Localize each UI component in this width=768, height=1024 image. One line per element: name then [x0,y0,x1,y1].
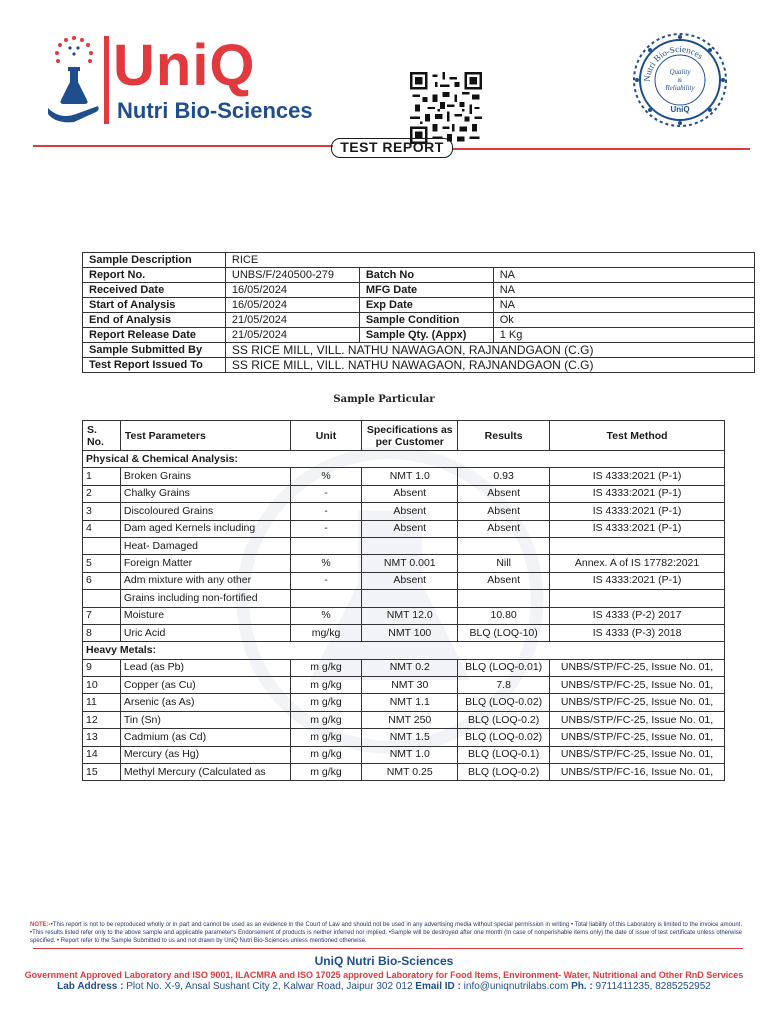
row-spec: NMT 0.001 [362,555,458,572]
info-label: Report Release Date [83,328,226,343]
row-parameter: Tin (Sn) [120,711,290,728]
group-title-metals: Heavy Metals: [83,642,725,659]
row-spec: Absent [362,503,458,520]
received-date: 16/05/2024 [225,283,359,298]
row-result: BLQ (LOQ-0.02) [458,694,550,711]
row-sno: 6 [83,572,121,589]
row-result: Absent [458,572,550,589]
row-sno: 13 [83,729,121,746]
row-unit [290,590,362,607]
row-result [458,590,550,607]
report-title: TEST REPORT [331,138,453,158]
row-spec: NMT 1.1 [362,694,458,711]
row-spec [362,537,458,554]
info-row [83,268,755,283]
qr-code-icon[interactable] [410,72,482,144]
phone-label: Ph. : [571,981,593,992]
table-row [83,659,725,676]
table-row [83,485,725,502]
row-unit [290,537,362,554]
table-row [83,729,725,746]
info-label: Exp Date [359,298,493,313]
row-sno: 14 [83,746,121,763]
row-result: Absent [458,503,550,520]
col-header-specification: Specifications as per Customer [362,421,458,451]
row-unit: m g/kg [290,711,362,728]
footer-address-line [0,981,768,992]
sample-description: RICE [225,253,754,268]
row-sno: 3 [83,503,121,520]
info-label: Report No. [83,268,226,283]
header-rule-left [33,145,333,147]
row-sno: 12 [83,711,121,728]
phone-numbers: 9711411235, 8285252952 [595,981,711,992]
row-spec: Absent [362,520,458,537]
row-method: IS 4333:2021 (P-1) [550,485,725,502]
row-method [550,537,725,554]
row-sno: 4 [83,520,121,537]
info-row [83,298,755,313]
row-unit: % [290,607,362,624]
row-unit: m g/kg [290,746,362,763]
footer-rule [33,948,743,949]
row-spec: Absent [362,572,458,589]
svg-text:&: & [677,78,683,84]
row-spec [362,590,458,607]
info-label: Received Date [83,283,226,298]
table-row [83,590,725,607]
row-unit: % [290,555,362,572]
row-result: BLQ (LOQ-0.2) [458,764,550,781]
table-row [83,468,725,485]
header-rule-right [452,148,750,150]
row-method [550,590,725,607]
flask-logo-icon [46,34,102,124]
row-unit: - [290,572,362,589]
address-label: Lab Address : [57,981,124,992]
row-sno: 2 [83,485,121,502]
info-row [83,313,755,328]
row-unit: m g/kg [290,729,362,746]
release-date: 21/05/2024 [225,328,359,343]
row-unit: - [290,503,362,520]
row-spec: Absent [362,485,458,502]
footer-company: UniQ Nutri Bio-Sciences [314,954,454,968]
col-header-results: Results [458,421,550,451]
brand-name: UniQ [113,33,256,98]
submitted-by: SS RICE MILL, VILL. NATHU NAWAGAON, RAJNANDGAON (C.G) [225,343,754,358]
col-header-method: Test Method [550,421,725,451]
info-label: Sample Qty. (Appx) [359,328,493,343]
row-result: BLQ (LOQ-0.01) [458,659,550,676]
row-spec: NMT 100 [362,624,458,641]
footer-note [30,921,742,945]
table-row [83,555,725,572]
note-text: •This report is not to be reproduced wholly or in part and cannot be used as an evidence in the Court of Law and should not be used in any advertising media without special permission in writing • Total liability of this Laboratory is limited to the invoice amount. •This results listed refer only to the above sample and applicable parameter's Endorsement of products is neither inferred nor implied. •Sample will be destroyed after one month (In case of nonperishable items only) the date of issue of test certificate unless otherwise specified. • Report refer to the Sample Submitted to us and not drawn by UniQ Nutri Bio-Sciences unless mentioned otherwise. [30,922,742,944]
table-row [83,624,725,641]
sample-quantity: 1 Kg [493,328,754,343]
table-row [83,694,725,711]
row-unit: m g/kg [290,677,362,694]
sample-condition: Ok [493,313,754,328]
row-unit: - [290,520,362,537]
table-row [83,677,725,694]
row-method: UNBS/STP/FC-25, Issue No. 01, [550,659,725,676]
row-parameter: Grains including non-fortified [120,590,290,607]
row-result: BLQ (LOQ-0.1) [458,746,550,763]
row-spec: NMT 1.0 [362,746,458,763]
issued-to: SS RICE MILL, VILL. NATHU NAWAGAON, RAJNANDGAON (C.G) [225,358,754,373]
row-sno: 15 [83,764,121,781]
table-row [83,572,725,589]
row-parameter: Foreign Matter [120,555,290,572]
row-method: UNBS/STP/FC-25, Issue No. 01, [550,729,725,746]
row-sno: 1 [83,468,121,485]
group-row [83,451,725,468]
email-link[interactable]: info@uniqnutrilabs.com [463,981,569,992]
row-sno: 5 [83,555,121,572]
info-label: End of Analysis [83,313,226,328]
brand-subtitle: Nutri Bio-Sciences [117,98,313,123]
col-header-parameter: Test Parameters [120,421,290,451]
row-result: BLQ (LOQ-0.2) [458,711,550,728]
table-row [83,764,725,781]
quality-seal-icon [630,30,730,130]
info-label: Sample Description [83,253,226,268]
row-method: UNBS/STP/FC-16, Issue No. 01, [550,764,725,781]
row-parameter: Copper (as Cu) [120,677,290,694]
info-row [83,358,755,373]
row-parameter: Heat- Damaged [120,537,290,554]
row-method: IS 4333:2021 (P-1) [550,520,725,537]
info-label: Start of Analysis [83,298,226,313]
row-unit: m g/kg [290,764,362,781]
row-sno [83,590,121,607]
info-label: Test Report Issued To [83,358,226,373]
row-method: UNBS/STP/FC-25, Issue No. 01, [550,677,725,694]
row-parameter: Moisture [120,607,290,624]
row-parameter: Discoloured Grains [120,503,290,520]
results-header-row [83,421,725,451]
mfg-date: NA [493,283,754,298]
section-title: Sample Particular [333,394,435,405]
footer-accreditation: Government Approved Laboratory and ISO 9001, ILACMRA and ISO 17025 approved Laboratory for Food Items, Environment- Water, Nutritional and Other RnD Services [24,970,744,980]
info-label: Sample Submitted By [83,343,226,358]
exp-date: NA [493,298,754,313]
svg-text:Reliability: Reliability [665,84,695,92]
row-method: Annex. A of IS 17782:2021 [550,555,725,572]
row-parameter: Dam aged Kernels including [120,520,290,537]
row-result: 10.80 [458,607,550,624]
svg-text:UniQ: UniQ [670,105,690,114]
row-result [458,537,550,554]
row-method: IS 4333:2021 (P-1) [550,468,725,485]
row-sno: 11 [83,694,121,711]
col-header-sno: S. No. [83,421,121,451]
results-table [82,420,725,781]
row-parameter: Broken Grains [120,468,290,485]
row-result: 0.93 [458,468,550,485]
col-header-unit: Unit [290,421,362,451]
row-method: IS 4333 (P-2) 2017 [550,607,725,624]
row-method: IS 4333:2021 (P-1) [550,572,725,589]
row-parameter: Arsenic (as As) [120,694,290,711]
table-row [83,520,725,537]
row-spec: NMT 30 [362,677,458,694]
row-parameter: Methyl Mercury (Calculated as [120,764,290,781]
row-method: UNBS/STP/FC-25, Issue No. 01, [550,694,725,711]
table-row [83,537,725,554]
row-spec: NMT 0.25 [362,764,458,781]
row-unit: m g/kg [290,694,362,711]
row-result: BLQ (LOQ-0.02) [458,729,550,746]
info-label: Batch No [359,268,493,283]
row-parameter: Adm mixture with any other [120,572,290,589]
row-spec: NMT 1.0 [362,468,458,485]
row-spec: NMT 12.0 [362,607,458,624]
info-row [83,343,755,358]
info-row [83,283,755,298]
row-parameter: Lead (as Pb) [120,659,290,676]
sample-info-table [82,252,755,373]
row-parameter: Chalky Grains [120,485,290,502]
svg-text:Nutri Bio-Sciences: Nutri Bio-Sciences [641,43,705,83]
row-unit: mg/kg [290,624,362,641]
info-row [83,253,755,268]
svg-text:Quality: Quality [669,68,691,76]
row-result: Nill [458,555,550,572]
info-row [83,328,755,343]
table-row [83,503,725,520]
row-spec: NMT 1.5 [362,729,458,746]
row-parameter: Cadmium (as Cd) [120,729,290,746]
row-parameter: Mercury (as Hg) [120,746,290,763]
info-label: Sample Condition [359,313,493,328]
note-label: NOTE:- [30,922,51,928]
row-result: Absent [458,485,550,502]
row-result: 7.8 [458,677,550,694]
row-method: UNBS/STP/FC-25, Issue No. 01, [550,746,725,763]
row-sno: 9 [83,659,121,676]
row-unit: m g/kg [290,659,362,676]
group-row [83,642,725,659]
table-row [83,746,725,763]
row-unit: % [290,468,362,485]
lab-address: Plot No. X-9, Ansal Sushant City 2, Kalwar Road, Jaipur 302 012 [126,981,413,992]
row-sno: 8 [83,624,121,641]
end-date: 21/05/2024 [225,313,359,328]
report-number: UNBS/F/240500-279 [225,268,359,283]
table-row [83,711,725,728]
row-method: IS 4333:2021 (P-1) [550,503,725,520]
group-title-physical: Physical & Chemical Analysis: [83,451,725,468]
logo-divider [104,36,109,124]
row-unit: - [290,485,362,502]
row-result: BLQ (LOQ-10) [458,624,550,641]
table-row [83,607,725,624]
row-spec: NMT 0.2 [362,659,458,676]
row-sno: 10 [83,677,121,694]
row-sno [83,537,121,554]
row-method: UNBS/STP/FC-25, Issue No. 01, [550,711,725,728]
row-spec: NMT 250 [362,711,458,728]
email-label: Email ID : [415,981,461,992]
batch-number: NA [493,268,754,283]
row-parameter: Uric Acid [120,624,290,641]
row-method: IS 4333 (P-3) 2018 [550,624,725,641]
row-sno: 7 [83,607,121,624]
info-label: MFG Date [359,283,493,298]
start-date: 16/05/2024 [225,298,359,313]
row-result: Absent [458,520,550,537]
